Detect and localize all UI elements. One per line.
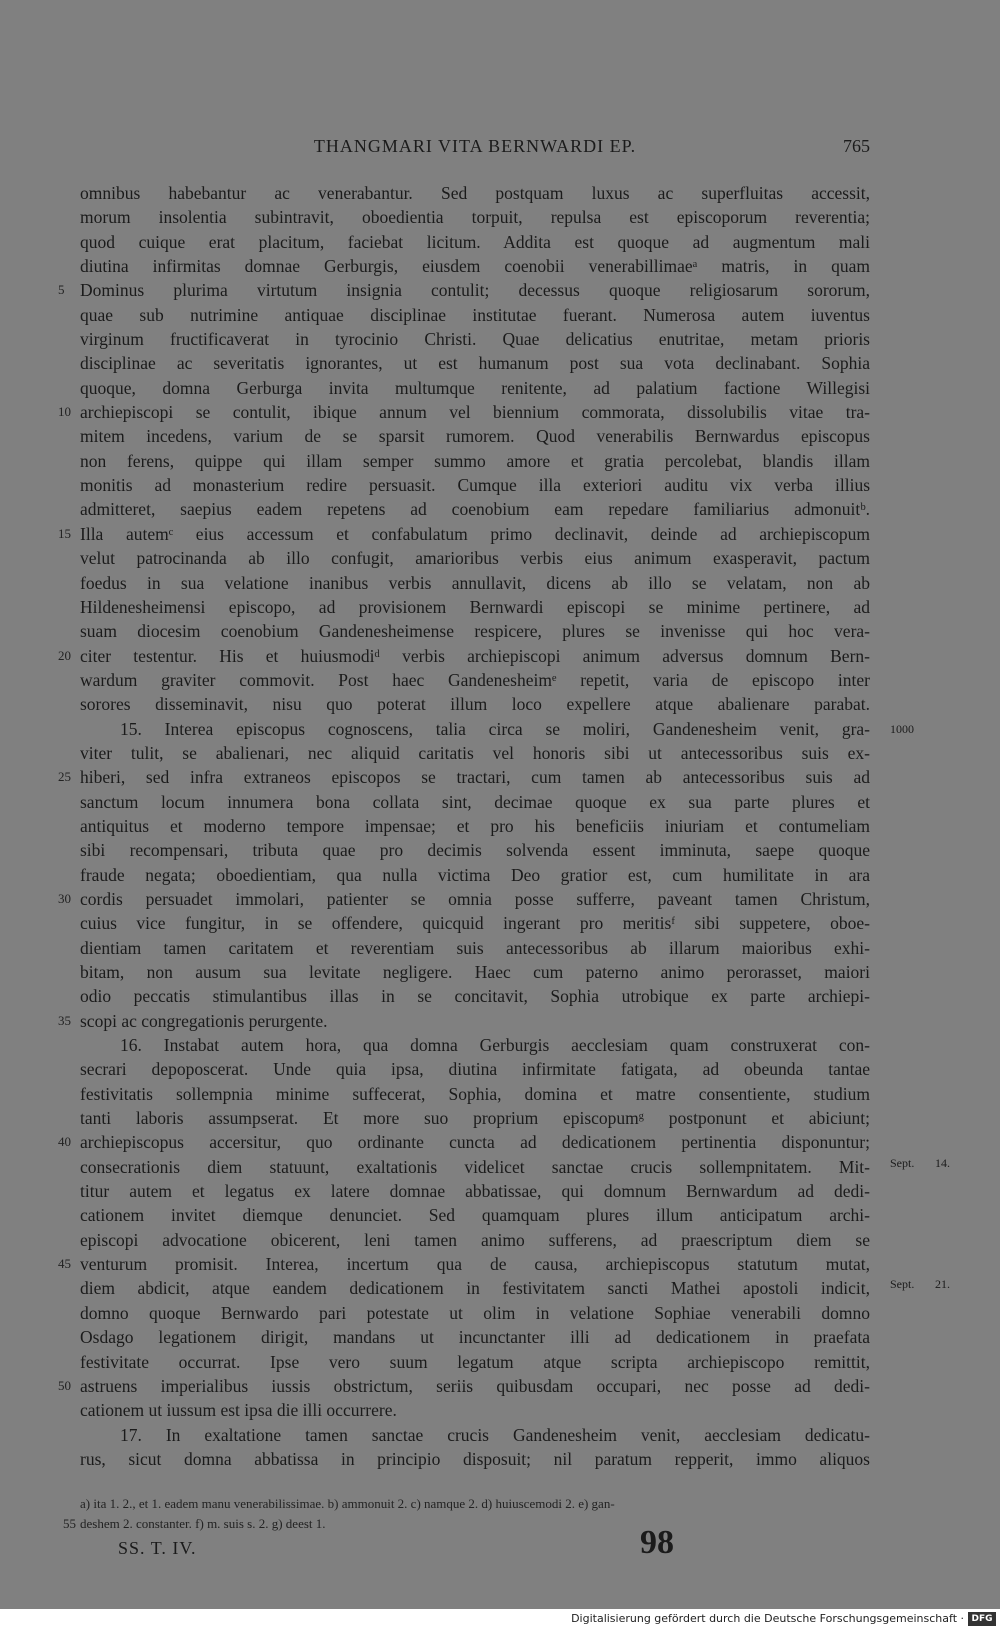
- line-text: diem abdicit, atque eandem dedicationem in festivitatem sancti Mathei apostoli indicit,: [80, 1278, 870, 1299]
- line-number: 10: [58, 404, 71, 420]
- text-line: [80, 984, 870, 1008]
- text-line: [80, 692, 870, 716]
- text-line: [80, 960, 870, 984]
- text-line: [80, 814, 870, 838]
- line-text: dientiam tamen caritatem et reverentiam suis antecessoribus ab illarum maioribus exhi-: [80, 937, 870, 958]
- text-line: [80, 205, 870, 229]
- line-text: wardum graviter commovit. Post haec Gandenesheimᵉ repetit, varia de episcopo inter: [80, 669, 870, 690]
- line-text: Hildenesheimensi episcopo, ad provisionem Bernwardi episcopi se minime pertinere, ad: [80, 596, 870, 617]
- text-line: [80, 1203, 870, 1227]
- line-text: domno quoque Bernwardo pari potestate ut olim in velatione Sophiae venerabili domno: [80, 1302, 870, 1323]
- text-line: [58, 765, 870, 789]
- text-line: [80, 473, 870, 497]
- text-line: [80, 1276, 950, 1300]
- line-text: morum insolentia subintravit, oboedientia torpuit, repulsa est episcoporum reverentia;: [80, 207, 870, 228]
- margin-note: Sept. 21.: [890, 1277, 950, 1292]
- footnote-text: a) ita 1. 2., et 1. eadem manu venerabilissimae. b) ammonuit 2. c) namque 2. d) huiuscemodi 2. e) gan-: [80, 1496, 615, 1511]
- line-text: consecrationis diem statuunt, exaltationis videlicet sanctae crucis sollempnitatem. Mit-: [80, 1156, 870, 1177]
- text-line: [80, 303, 870, 327]
- line-text: quoque, domna Gerburga invita multumque renitente, ad palatium factione Willegisi: [80, 377, 870, 398]
- line-text: astruens imperialibus iussis obstrictum, seriis quibusdam occupari, nec posse ad dedi-: [80, 1375, 870, 1396]
- line-text: cationem ut iussum est ipsa die illi occurrere.: [80, 1400, 397, 1421]
- text-line: [58, 522, 870, 546]
- text-line: [80, 1155, 950, 1179]
- line-text: odio peccatis stimulantibus illas in se concitavit, Sophia utrobique ex parte archiepi-: [80, 986, 870, 1007]
- text-line: [80, 1447, 870, 1471]
- line-text: suam diocesim coenobium Gandenesheimense respicere, plures se invenisse qui hoc vera-: [80, 621, 870, 642]
- text-line: [80, 1057, 870, 1081]
- line-text: citer testentur. His et huiusmodiᵈ verbis archiepiscopi animum adversus domnum Bern-: [80, 645, 870, 666]
- text-line: [80, 571, 870, 595]
- footnotes: [63, 1494, 870, 1534]
- text-line: [58, 1130, 870, 1154]
- text-line: [58, 400, 870, 424]
- digitization-credit-bar: [0, 1609, 1000, 1629]
- line-text: secrari depoposcerat. Unde quia ipsa, diutina infirmitate fatigata, ad obeunda tantae: [80, 1059, 870, 1080]
- margin-note: 1000: [890, 721, 914, 736]
- line-number: 35: [58, 1012, 71, 1028]
- footnote-line: [63, 1514, 870, 1534]
- line-text: virginum fructificaverat in tyrocinio Christi. Quae delicatius enutritae, metam prioris: [80, 329, 870, 350]
- line-text: hiberi, sed infra extraneos episcopos se tractari, cum tamen ab antecessoribus suis ad: [80, 767, 870, 788]
- line-text: viter tulit, se abalienari, nec aliquid caritatis vel honoris sibi ut antecessoribus suis ex-: [80, 742, 870, 763]
- dfg-logo: DFG: [968, 1612, 996, 1626]
- text-line: [80, 1106, 870, 1130]
- line-text: cuius vice fungitur, in se offendere, quicquid ingerant pro meritisᶠ sibi suppetere, oboe-: [80, 913, 870, 934]
- line-text: titur autem et legatus ex latere domnae abbatissae, qui domnum Bernwardum ad dedi-: [80, 1181, 870, 1202]
- line-text: velut patrocinanda ab illo confugit, amarioribus verbis eius animum exasperavit, pactum: [80, 548, 870, 569]
- line-number: 20: [58, 647, 71, 663]
- line-number: 25: [58, 769, 71, 785]
- line-text: non ferens, quippe qui illam semper summo amore et gratia percolebat, blandis illam: [80, 450, 870, 471]
- line-text: admitteret, saepius eadem repetens ad coenobium eam repedare familiarius admonuitᵇ.: [80, 499, 870, 520]
- text-line: [80, 351, 870, 375]
- line-text: monitis ad monasterium redire persuasit. Cumque illa exteriori auditu vix verba illius: [80, 475, 870, 496]
- text-line: [80, 1301, 870, 1325]
- text-line: [80, 668, 870, 692]
- line-text: 16. Instabat autem hora, qua domna Gerburgis aecclesiam quam construxerat con-: [120, 1035, 870, 1056]
- text-line: [80, 1179, 870, 1203]
- line-text: disciplinae ac severitatis ignorantes, ut est humanum post sua vota declinabant. Sophia: [80, 353, 870, 374]
- running-title: THANGMARI VITA BERNWARDI EP.: [313, 136, 637, 156]
- line-text: mitem incedens, varium de se sparsit rumorem. Quod venerabilis Bernwardus episcopus: [80, 426, 870, 447]
- text-line: [80, 1082, 870, 1106]
- text-line: [58, 1252, 870, 1276]
- text-line: [58, 278, 870, 302]
- line-text: venturum promisit. Interea, incertum qua de causa, archiepiscopus statutum mutat,: [80, 1254, 870, 1275]
- text-line: [80, 911, 870, 935]
- text-line: [80, 595, 870, 619]
- text-line: [80, 863, 870, 887]
- line-text: scopi ac congregationis perurgente.: [80, 1010, 328, 1031]
- line-text: Osdago legationem dirigit, mandans ut incunctanter illi ad dedicationem in praefata: [80, 1327, 870, 1348]
- running-header: [80, 136, 870, 162]
- line-text: 17. In exaltatione tamen sanctae crucis Gandenesheim venit, aecclesiam dedicatu-: [120, 1424, 870, 1445]
- line-text: quod cuique erat placitum, faciebat licitum. Addita est quoque ad augmentum mali: [80, 231, 870, 252]
- main-text: [58, 181, 950, 1471]
- line-text: 15. Interea episcopus cognoscens, talia circa se moliri, Gandenesheim venit, gra-: [120, 718, 870, 739]
- text-line: [80, 497, 870, 521]
- line-text: diutina infirmitas domnae Gerburgis, eiusdem coenobii venerabillimaeᵃ matris, in quam: [80, 256, 870, 277]
- text-line: [80, 424, 870, 448]
- credit-text: Digitalisierung gefördert durch die Deutsche Forschungsgemeinschaft ·: [571, 1612, 964, 1625]
- text-line: [80, 1033, 870, 1057]
- line-text: Dominus plurima virtutum insignia contulit; decessus quoque religiosarum sororum,: [80, 280, 870, 301]
- line-text: tanti laboris assumpserat. Et more suo proprium episcopumᵍ postponunt et abiciunt;: [80, 1108, 870, 1129]
- line-text: rus, sicut domna abbatissa in principio disposuit; nil paratum repperit, immo aliquos: [80, 1448, 870, 1469]
- text-line: [80, 1423, 870, 1447]
- text-line: [58, 1009, 870, 1033]
- text-line: [80, 546, 870, 570]
- line-text: fraude negata; oboedientiam, qua nulla victima Deo gratior est, cum humilitate in ara: [80, 864, 870, 885]
- signature-number: 98: [640, 1524, 674, 1561]
- line-text: antiquitus et moderno tempore impensae; et pro his beneficiis iniuriam et contumeliam: [80, 815, 870, 836]
- text-line: [80, 1325, 870, 1349]
- line-number: 45: [58, 1256, 71, 1272]
- line-text: foedus in sua velatione inanibus verbis annullavit, dicens ab illo se velatam, non ab: [80, 572, 870, 593]
- text-line: [80, 790, 870, 814]
- text-line: [80, 717, 914, 741]
- line-text: quae sub nutrimine antiquae disciplinae institutae fuerant. Numerosa autem iuventus: [80, 304, 870, 325]
- line-text: sorores disseminavit, nisu quo poterat illum loco expellere atque abalienare parabat.: [80, 694, 870, 715]
- footnote-text: deshem 2. constanter. f) m. suis s. 2. g) deest 1.: [80, 1516, 326, 1531]
- line-text: bitam, non ausum sua levitate negligere. Haec cum paterno animo perorasset, maiori: [80, 962, 870, 982]
- text-line: [80, 376, 870, 400]
- line-text: archiepiscopi se contulit, ibique annum vel biennium commorata, dissolubilis vitae tra-: [80, 402, 870, 423]
- text-line: [80, 619, 870, 643]
- line-number: 5: [58, 282, 65, 298]
- line-number: 30: [58, 890, 71, 906]
- text-line: [58, 644, 870, 668]
- line-text: omnibus habebantur ac venerabantur. Sed postquam luxus ac superfluitas accessit,: [80, 183, 870, 203]
- line-text: Illa autemᶜ eius accessum et confabulatum primo declinavit, deinde ad archiepiscopum: [80, 523, 870, 544]
- line-number: 55: [63, 1516, 76, 1531]
- line-number: 40: [58, 1134, 71, 1150]
- line-text: archiepiscopus accersitur, quo ordinante cuncta ad dedicationem pertinentia disponuntur;: [80, 1132, 870, 1153]
- line-number: 50: [58, 1377, 71, 1393]
- text-line: [58, 887, 870, 911]
- line-text: cordis persuadet immolari, patienter se omnia posse sufferre, paveant tamen Christum,: [80, 888, 870, 909]
- text-line: [80, 230, 870, 254]
- line-text: sanctum locum innumera bona collata sint, decimae quoque ex sua parte plures et: [80, 791, 870, 812]
- line-text: cationem invitet diemque denunciet. Sed quamquam plures illum anticipatum archi-: [80, 1205, 870, 1226]
- line-text: festivitatis sollempnia minime suffecerat, Sophia, domina et matre consentiente, studium: [80, 1083, 870, 1104]
- line-text: episcopi advocatione obicerent, leni tamen animo sufferens, ad praescriptum diem se: [80, 1229, 870, 1250]
- text-line: [58, 1374, 870, 1398]
- text-line: [80, 327, 870, 351]
- margin-note: Sept. 14.: [890, 1155, 950, 1170]
- text-line: [80, 838, 870, 862]
- footnote-line: [80, 1494, 870, 1514]
- line-text: festivitate occurrat. Ipse vero suum legatum atque scripta archiepiscopo remittit,: [80, 1351, 870, 1372]
- text-line: [80, 1398, 870, 1422]
- text-line: [80, 181, 870, 205]
- text-line: [80, 741, 870, 765]
- signature-mark: SS. T. IV.: [118, 1538, 197, 1558]
- text-line: [80, 254, 870, 278]
- line-number: 15: [58, 525, 71, 541]
- text-line: [80, 936, 870, 960]
- text-line: [80, 1350, 870, 1374]
- line-text: sibi recompensari, tributa quae pro decimis solvenda essent imminuta, saepe quoque: [80, 840, 870, 861]
- text-line: [80, 1228, 870, 1252]
- text-line: [80, 449, 870, 473]
- page-number: 765: [843, 136, 870, 156]
